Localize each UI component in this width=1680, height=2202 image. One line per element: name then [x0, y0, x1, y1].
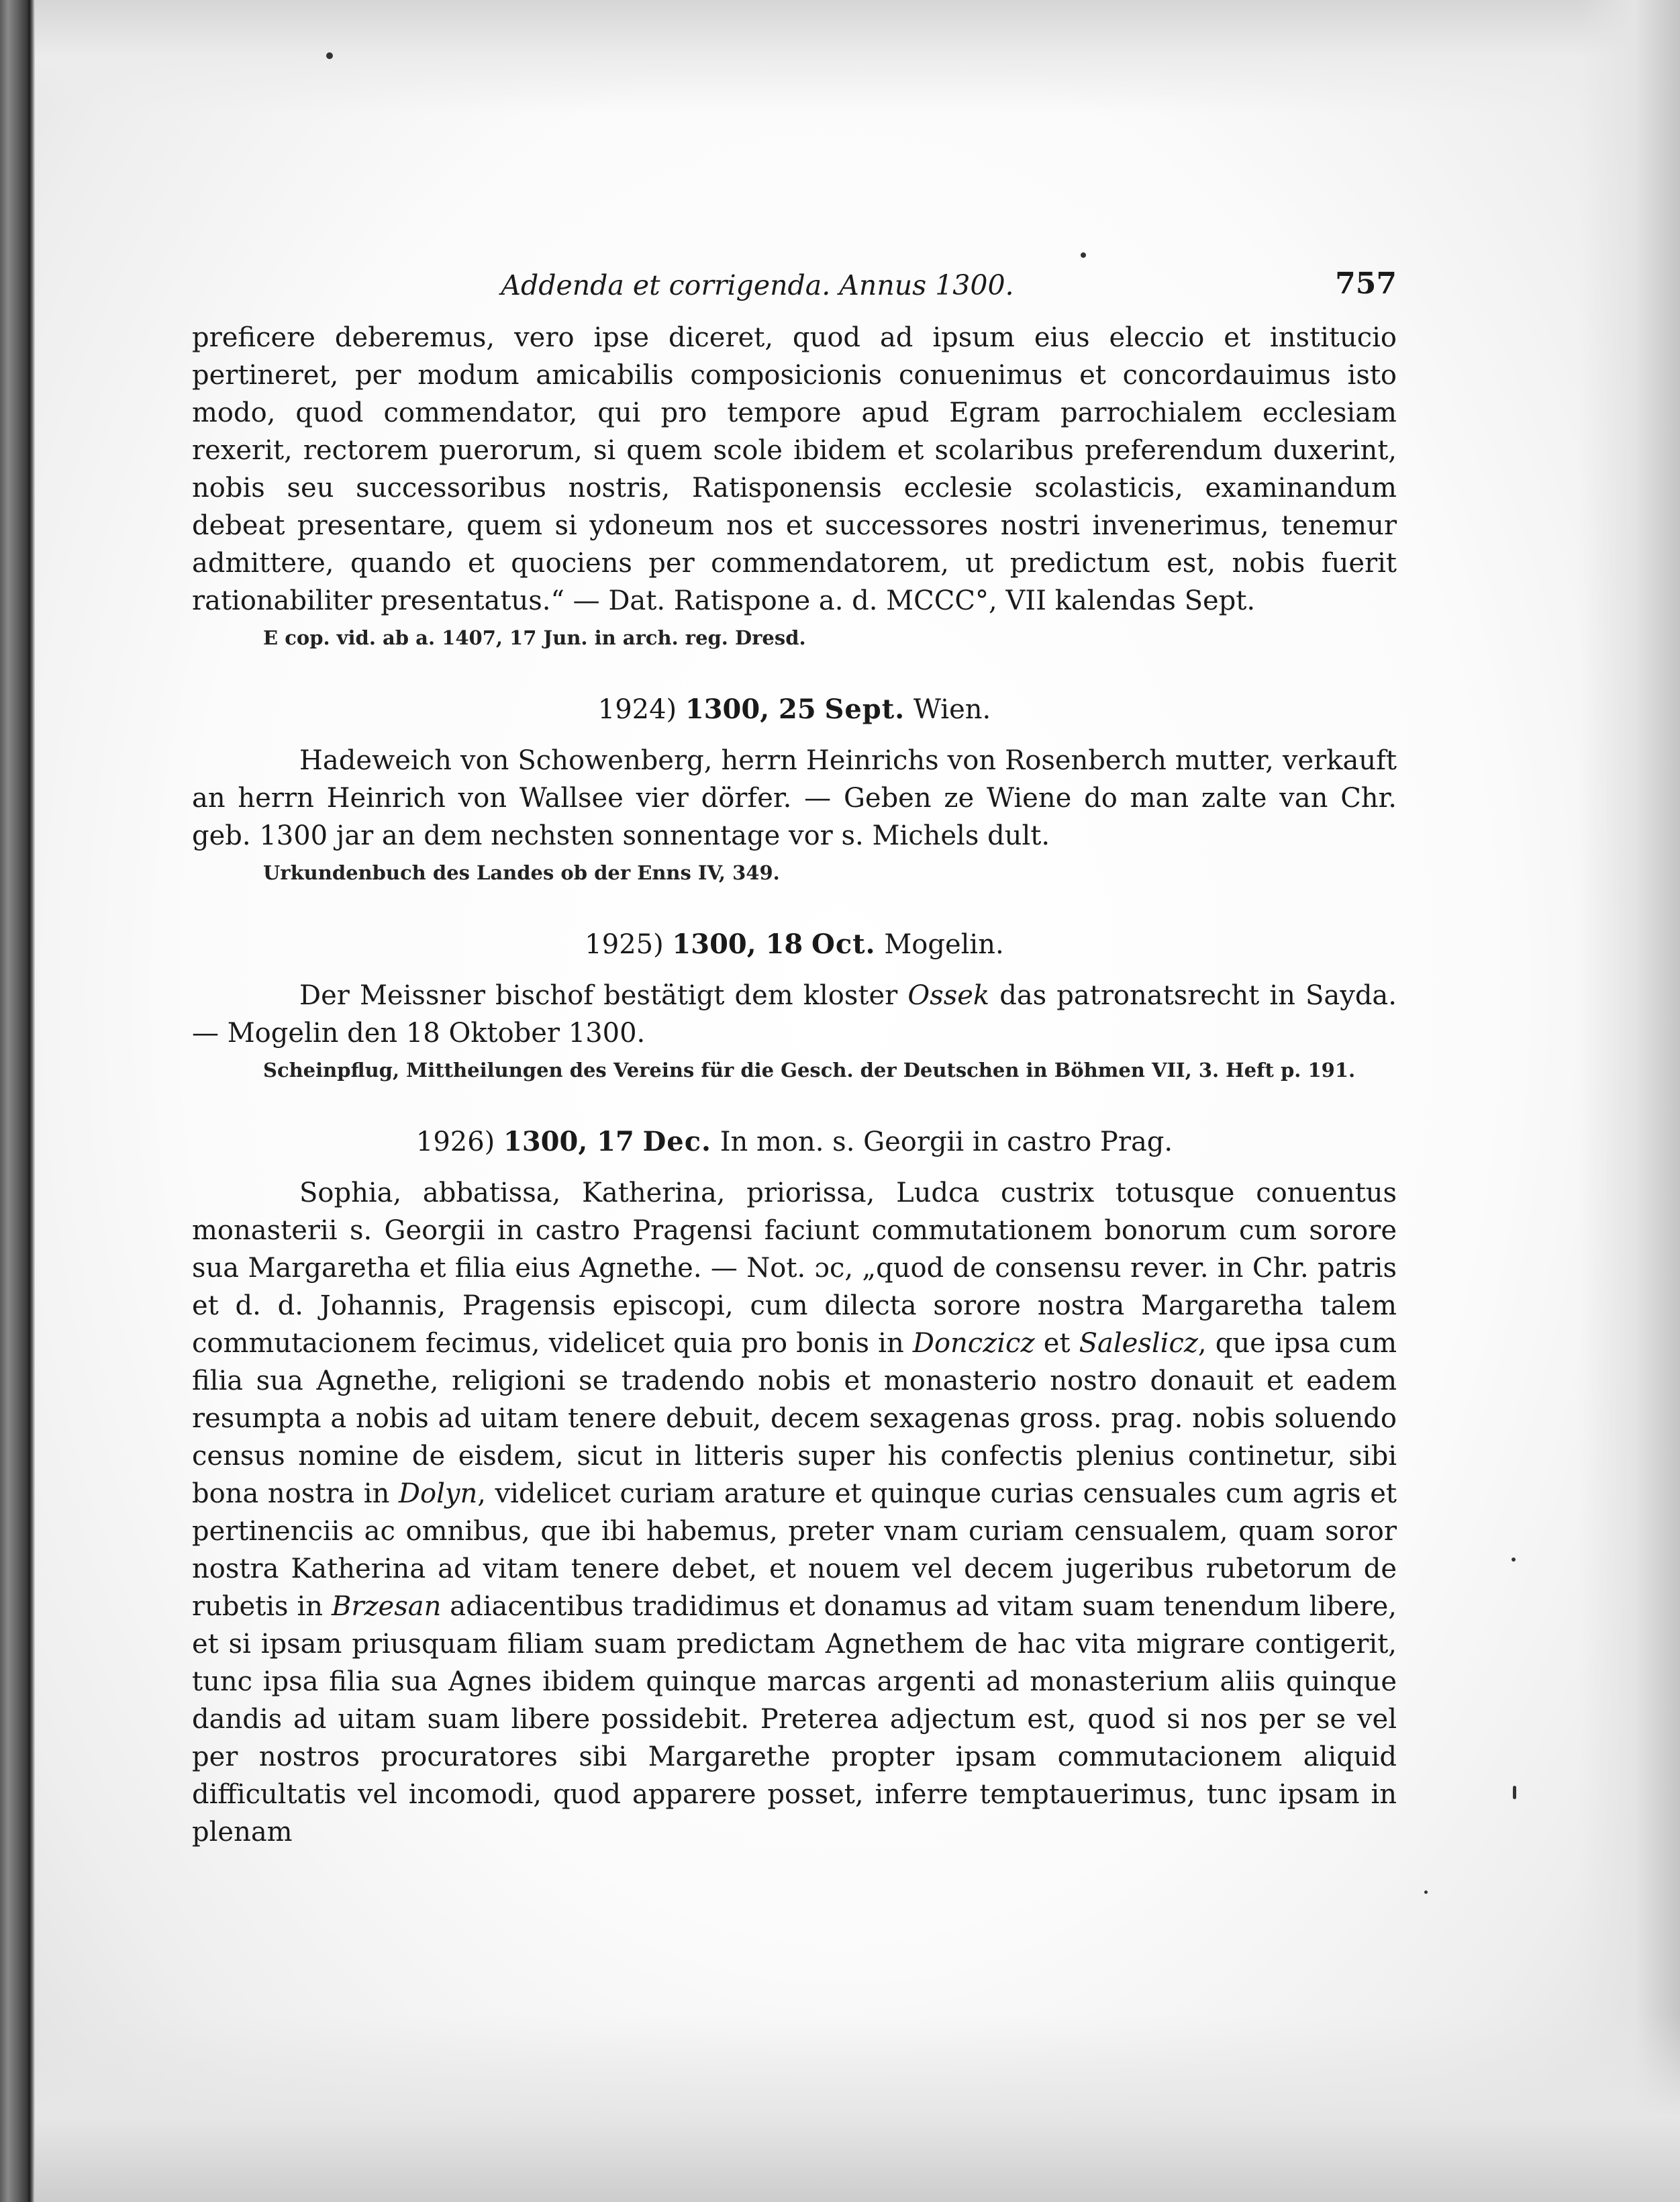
entry-number: 1926) — [415, 1127, 495, 1157]
body-text: das patronatsrecht in Sayda. — Mogelin den 18 Oktober 1300. — [192, 980, 1397, 1049]
entry-place: Wien. — [913, 694, 991, 725]
book-binding-edge — [0, 0, 35, 2202]
entry-number: 1925) — [585, 929, 664, 960]
entry-month: Dec. — [642, 1126, 711, 1157]
place-name-italic: Saleslicz — [1079, 1328, 1198, 1359]
page-number: 757 — [1335, 267, 1397, 301]
entry-place: Mogelin. — [884, 929, 1004, 960]
entry-body-1926 — [192, 1174, 1397, 1851]
entry-date: 1300, 25 — [685, 693, 816, 725]
body-text: , videlicet curiam arature et quinque curias censuales cum agris et pertinenciis ac omnibus, que ibi habemus, preter vnam curiam censualem, quam soror nostra Katherina ad vitam tenere debet, et nouem vel decem jugeribus rubetorum de rubetis in — [192, 1478, 1397, 1622]
scan-right-shadow — [1579, 0, 1680, 2202]
entry-month: Sept. — [824, 693, 905, 725]
place-name-italic: Dolyn — [398, 1478, 478, 1509]
entry-place: In mon. s. Georgii in castro Prag. — [720, 1127, 1173, 1157]
entry-heading-1925 — [192, 926, 1397, 963]
scan-speck — [1512, 1558, 1516, 1562]
entry-heading-1924 — [192, 691, 1397, 728]
body-text: et — [1034, 1328, 1079, 1359]
entry-body-1925 — [192, 977, 1397, 1052]
scan-bottom-shadow — [35, 2014, 1680, 2202]
body-text: Der Meissner bischof bestätigt dem kloster — [299, 980, 908, 1011]
body-text: adiacentibus tradidimus et donamus ad vitam suam tenendum libere, et si ipsam priusquam filiam suam predictam Agnethem de hac vita migrare contigerit, tunc ipsa filia sua Agnes ibidem quinque marcas argenti ad monasterium aliis quinque dandis ad uitam suam libere possidebit. Preterea adjectum est, quod si nos per se vel per nostros procuratores sibi Margarethe propter ipsam commutacionem aliquid difficultatis vel incomodi, quod apparere posset, inferre temptauerimus, tunc ipsam in plenam — [192, 1591, 1397, 1848]
entry-body-1924: Hadeweich von Schowenberg, herrn Heinrichs von Rosenberch mutter, verkauft an herrn Heinrich von Wallsee vier dörfer. — Geben ze Wiene do man zalte van Chr. geb. 1300 jar an dem nechsten sonnentage vor s. Michels dult. — [192, 745, 1397, 851]
intro-paragraph: preficere deberemus, vero ipse diceret, quod ad ipsum eius eleccio et institucio pertineret, per modum amicabilis composicionis conuenimus et concordauimus isto modo, quod commendator, qui pro tempore apud Egram parrochialem ecclesiam rexerit, rectorem puerorum, si quem scole ibidem et scolaribus preferendum duxerint, nobis seu successoribus nostris, Ratisponensis ecclesie scolasticis, examinandum debeat presentare, quem si ydoneum nos et successores nostri invenerimus, tenemur admittere, quando et quociens per commendatorem, ut predictum est, nobis fuerit rationabiliter presentatus.“ — Dat. Ratispone a. d. MCCC°, VII kalendas Sept. — [192, 322, 1397, 616]
entry-source-1924: Urkundenbuch des Landes ob der Enns IV, 349. — [263, 861, 780, 884]
body-text: , que ipsa cum filia sua Agnethe, religioni se tradendo nobis et monasterio nostro donauit et eadem resumpta a nobis ad uitam tenere debuit, decem sexagenas gross. prag. nobis soluendo census nomine de eisdem, sicut in litteris super his confectis plenius continetur, sibi bona nostra in — [192, 1328, 1397, 1509]
running-title: Addenda et corrigenda. Annus 1300. — [501, 269, 1014, 301]
intro-source-citation: E cop. vid. ab a. 1407, 17 Jun. in arch. reg. Dresd. — [263, 626, 806, 649]
scan-top-shadow — [35, 0, 1680, 114]
scan-speck — [1513, 1786, 1516, 1799]
place-name-italic: Donczicz — [912, 1328, 1035, 1359]
entry-source-1925: Scheinpflug, Mittheilungen des Vereins für die Gesch. der Deutschen in Böhmen VII, 3. Heft p. 191. — [263, 1059, 1356, 1082]
body-text: Sophia, abbatissa, Katherina, priorissa, Ludca custrix totusque conuentus monasterii s. Georgii in castro Pragensi faciunt commutationem bonorum cum sorore sua Margaretha et filia eius Agnethe. — Not. ɔc, „quod de consensu rever. in Chr. patris et d. d. Johannis, Pragensis episcopi, cum dilecta sorore nostra Margaretha talem commutacionem fecimus, videlicet quia pro bonis in — [192, 1178, 1397, 1359]
entry-month: Oct. — [811, 928, 876, 960]
scan-speck — [1081, 252, 1086, 258]
place-name-italic: Ossek — [907, 980, 990, 1011]
page-content — [192, 265, 1397, 1851]
entry-number: 1924) — [597, 694, 677, 725]
place-name-italic: Brzesan — [331, 1591, 442, 1622]
entry-heading-1926 — [192, 1123, 1397, 1161]
scan-speck — [326, 52, 333, 59]
entry-date: 1300, 17 — [503, 1126, 634, 1157]
running-head — [192, 265, 1397, 312]
entry-date: 1300, 18 — [672, 928, 803, 960]
scan-speck — [1424, 1890, 1428, 1894]
